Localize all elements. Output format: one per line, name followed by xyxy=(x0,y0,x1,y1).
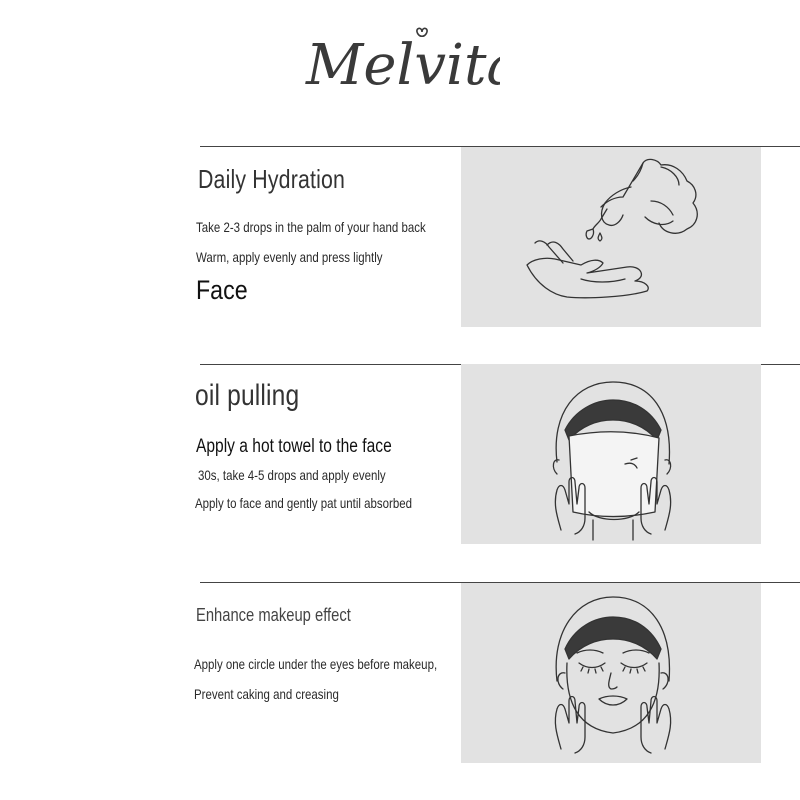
face-with-hot-towel-icon xyxy=(461,364,761,544)
brand-logo-text: Melvita xyxy=(306,33,500,98)
instruction-line: Warm, apply evenly and press lightly xyxy=(196,249,383,265)
illustration-panel xyxy=(461,364,761,544)
section-title-enhance-makeup: Enhance makeup effect xyxy=(196,605,351,625)
instruction-line: Take 2-3 drops in the palm of your hand back xyxy=(196,219,426,235)
illustration-panel xyxy=(461,147,761,327)
emphasis-face: Face xyxy=(196,275,248,305)
section-subtitle: Apply a hot towel to the face xyxy=(196,436,392,457)
brand-logo xyxy=(300,26,500,98)
illustration-panel xyxy=(461,583,761,763)
hand-with-dropper-icon xyxy=(461,147,761,327)
face-with-hands-icon xyxy=(461,583,761,763)
instruction-line: 30s, take 4-5 drops and apply evenly xyxy=(198,467,386,483)
instruction-line: Apply one circle under the eyes before makeup, xyxy=(194,656,438,672)
section-title-daily-hydration: Daily Hydration xyxy=(198,164,346,194)
instruction-line: Apply to face and gently pat until absorbed xyxy=(195,495,413,511)
section-title-oil-pulling: oil pulling xyxy=(195,379,300,412)
instruction-line: Prevent caking and creasing xyxy=(194,686,339,702)
